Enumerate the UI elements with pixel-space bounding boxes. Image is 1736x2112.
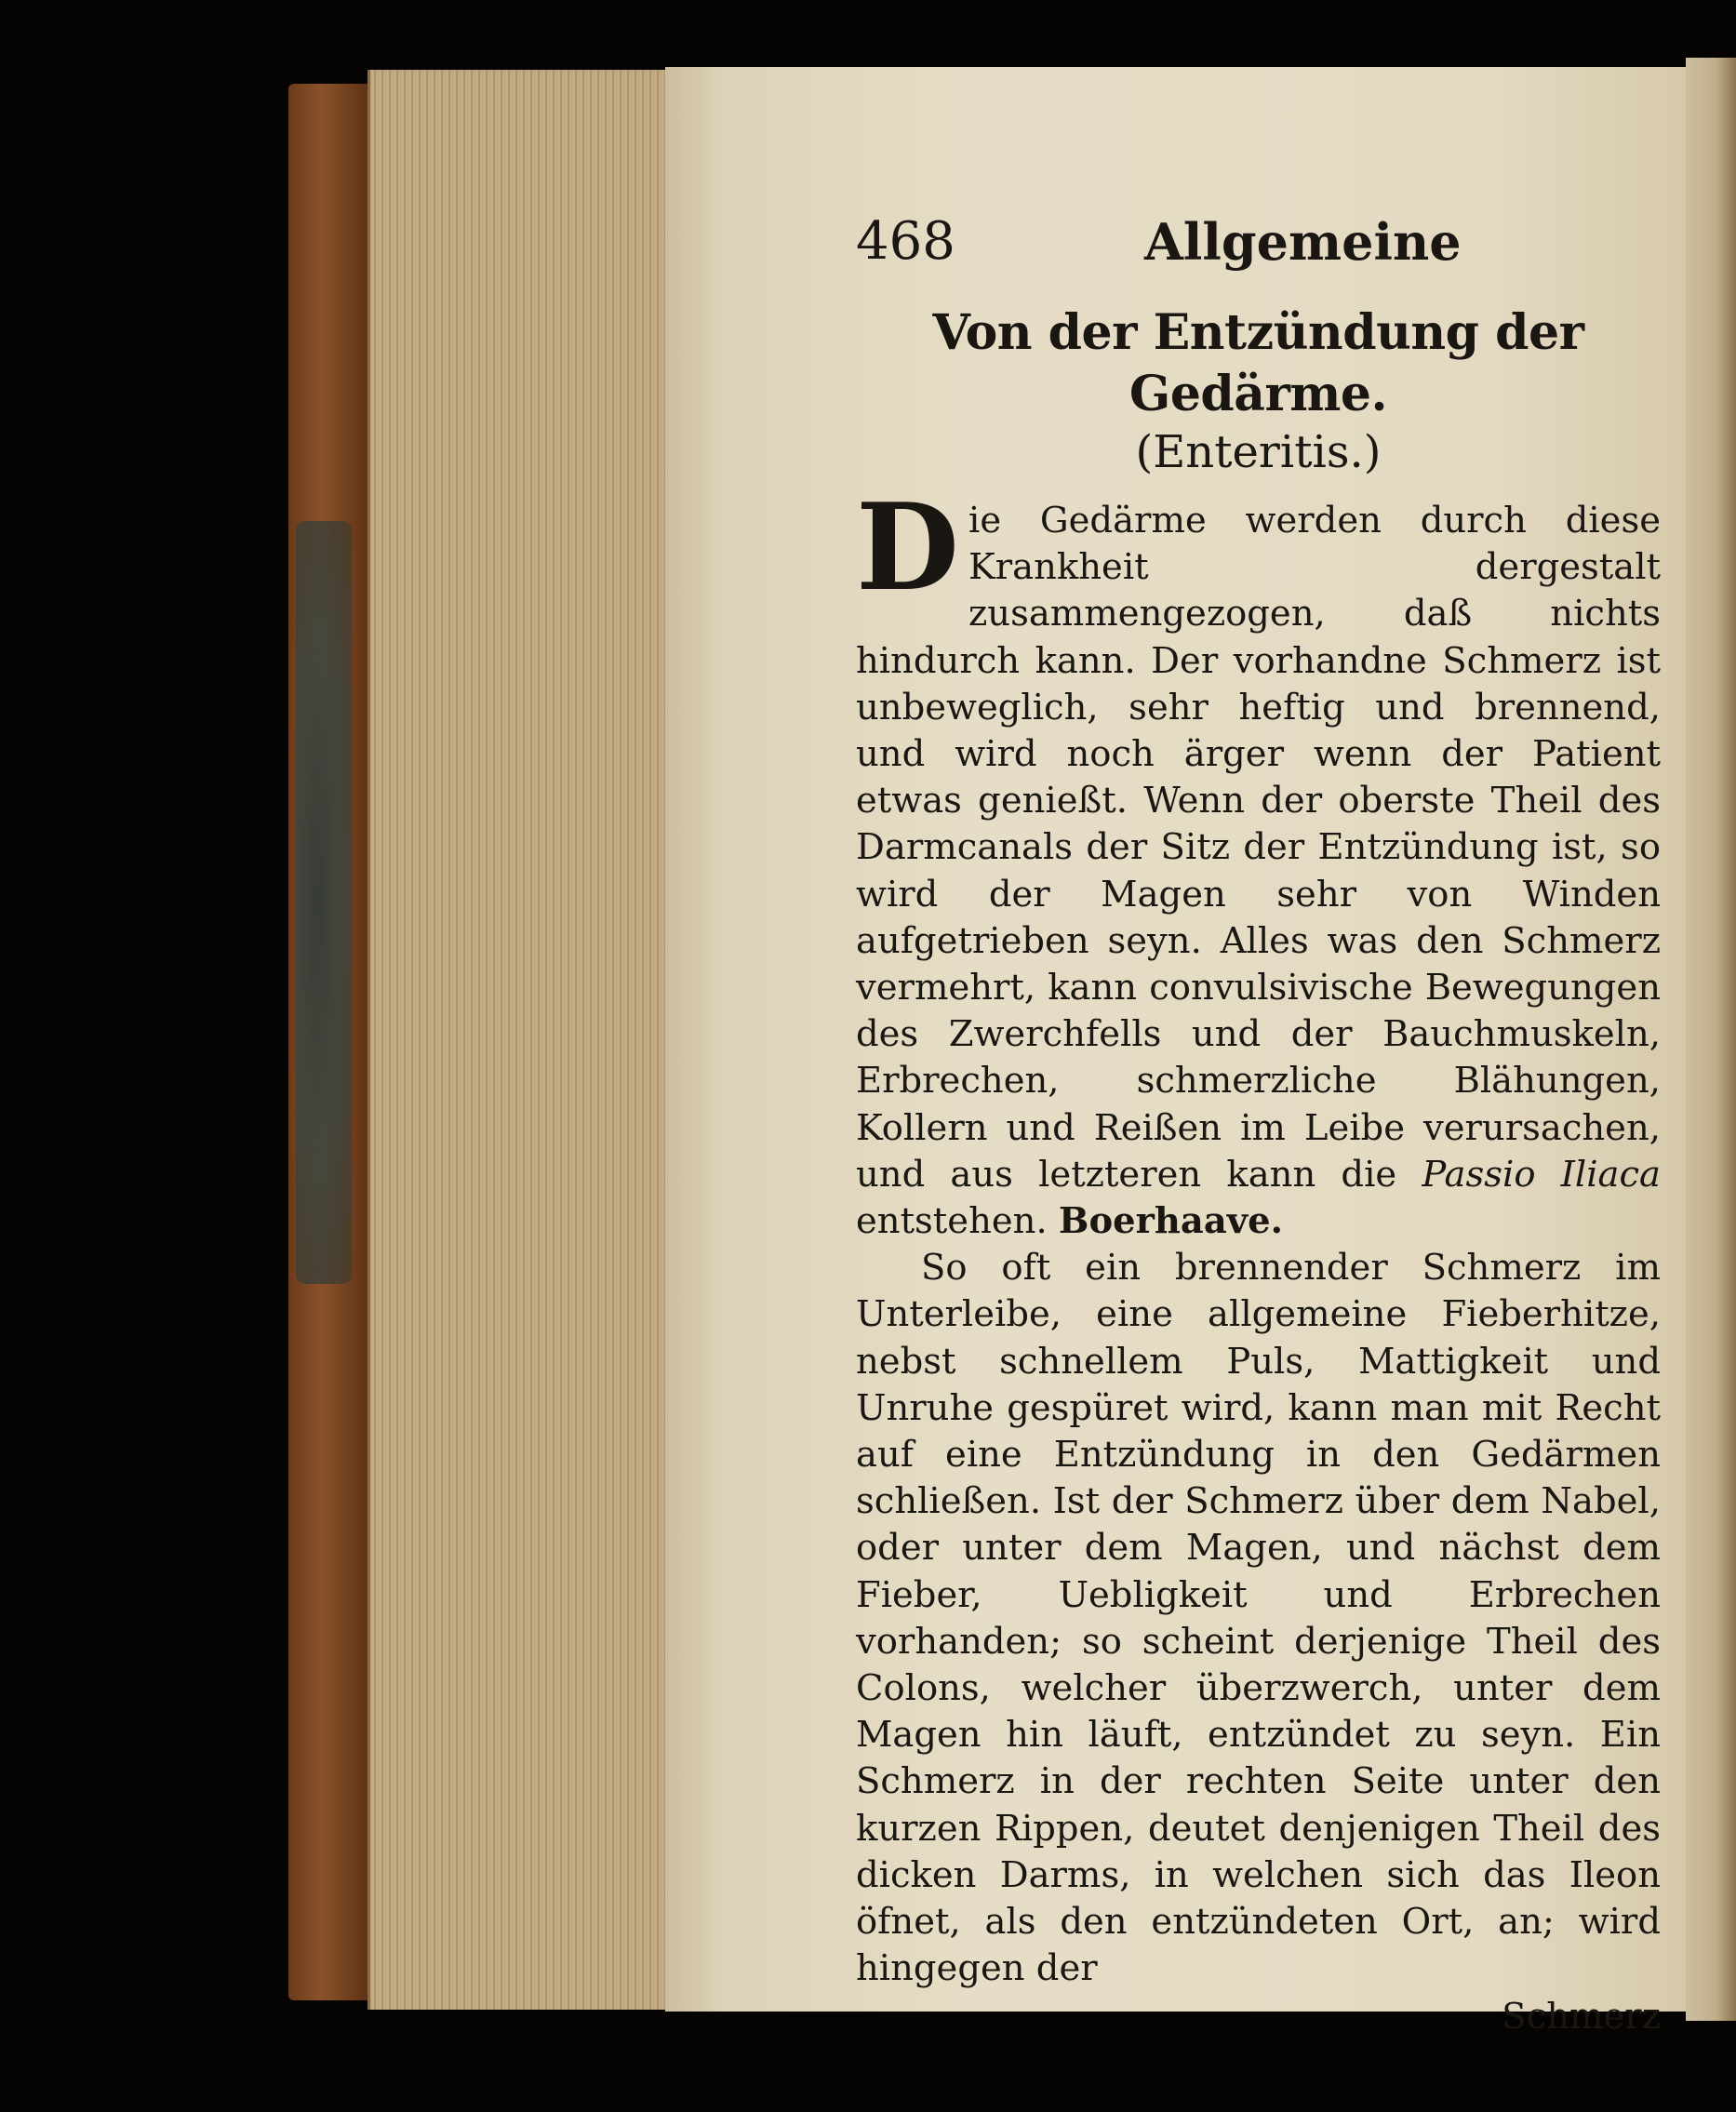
chapter-subheading: (Enteritis.) [1135, 426, 1382, 478]
chapter-heading: Von der Entzündung der Gedärme. [932, 304, 1584, 422]
page-stack-edges [367, 70, 668, 2010]
running-title: Allgemeine [1144, 212, 1462, 272]
catchword: Schmerz [1502, 1995, 1661, 2038]
paragraph-1-tail: entstehen. [856, 1200, 1059, 1243]
paragraph-1 [856, 478, 1661, 1245]
page-number: 468 [856, 211, 955, 272]
running-head [856, 209, 1661, 284]
paragraph-2: So oft ein brennender Schmerz im Unterleibe, eine allgemeine Fieberhitze, nebst schnellem Puls, Mattigkeit und Unruhe gespüret wird, kann man mit Recht auf eine Entzündung in den Gedärmen schließen. Ist der Schmerz über dem Nabel, oder unter dem Magen, und nächst dem Fieber, Uebligkeit und Erbrechen vorhanden; so scheint derjenige Theil des Colons, welcher überzwerch, unter dem Magen hin läuft, entzündet zu seyn. Ein Schmerz in der rechten Seite unter den kurzen Rippen, deutet denjenigen Theil des dicken Darms, in welchen sich das Ileon öfnet, als den entzündeten Ort, an; wird hingegen der [856, 1247, 1661, 1990]
facing-page-edge [1686, 58, 1736, 2021]
author-citation: Boerhaave. [1058, 1200, 1284, 1243]
drop-cap: D [856, 478, 959, 618]
paragraph-1-text: ie Gedärme werden durch diese Krankheit dergestalt zusammengezogen, daß nichts hindurch kann. Der vorhandne Schmerz ist unbeweglich, sehr heftig und brennend, und wird noch ärger wenn der Patient etwas genießt. Wenn der oberste Theil des Darmcanals der Sitz der Entzündung ist, so wird der Magen sehr von Winden aufgetrieben seyn. Alles was den Schmerz vermehrt, kann convulsivische Bewegungen des Zwerchfells und der Bauchmuskeln, Erbrechen, schmerzliche Blähungen, Kollern und Reißen im Leibe verursachen, und aus letzteren kann die [856, 500, 1661, 1196]
page-text-block [856, 209, 1661, 2041]
latin-term: Passio Iliaca [1422, 1153, 1661, 1196]
cover-stain [296, 521, 352, 1284]
